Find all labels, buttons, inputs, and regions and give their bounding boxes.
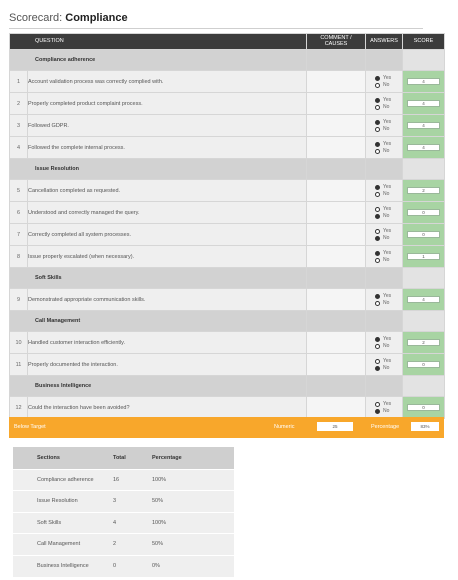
score-input[interactable]: 4 (407, 100, 440, 107)
question-row (10, 115, 445, 137)
answer-no-option[interactable] (375, 235, 402, 242)
result-status: Below Target (14, 424, 46, 430)
radio-no-icon[interactable] (375, 127, 380, 132)
answer-no-label: No (383, 300, 390, 306)
radio-no-icon[interactable] (375, 301, 380, 306)
header-comment (307, 34, 366, 50)
answer-yes-option[interactable] (375, 401, 402, 408)
section-title: Soft Skills (10, 268, 307, 289)
answer-no-label: No (383, 257, 390, 263)
section-answer-cell (366, 159, 403, 180)
answer-no-option[interactable] (375, 126, 402, 133)
answer-cell (366, 354, 403, 376)
answer-yes-label: Yes (383, 401, 392, 407)
section-answer-cell (366, 268, 403, 289)
answer-no-option[interactable] (375, 191, 402, 198)
score-cell (403, 180, 445, 202)
comment-cell[interactable] (307, 224, 366, 246)
score-input[interactable]: 2 (407, 339, 440, 346)
percentage-label: Percentage (371, 424, 400, 430)
summary-header-total: Total (113, 447, 152, 469)
question-row (10, 180, 445, 202)
answer-yes-option[interactable] (375, 250, 402, 257)
answer-no-label: No (383, 343, 390, 349)
summary-percentage: 50% (152, 491, 234, 513)
score-cell (403, 137, 445, 159)
answer-yes-option[interactable] (375, 358, 402, 365)
question-number: 1 (10, 71, 28, 93)
summary-row (13, 512, 234, 534)
summary-row (13, 534, 234, 556)
score-cell (403, 289, 445, 311)
comment-cell[interactable] (307, 246, 366, 268)
score-cell (403, 332, 445, 354)
question-text: Demonstrated appropriate communication skills. (28, 289, 307, 311)
comment-cell[interactable] (307, 289, 366, 311)
section-answer-cell (366, 50, 403, 71)
radio-no-icon[interactable] (375, 149, 380, 154)
radio-no-icon[interactable] (375, 105, 380, 110)
question-number: 12 (10, 397, 28, 419)
comment-cell[interactable] (307, 137, 366, 159)
section-title: Business Intelligence (10, 376, 307, 397)
radio-yes-icon[interactable] (375, 120, 380, 125)
question-number: 11 (10, 354, 28, 376)
answer-cell (366, 246, 403, 268)
question-row (10, 354, 445, 376)
summary-total: 3 (113, 491, 152, 513)
answer-no-label: No (383, 365, 390, 371)
radio-yes-icon[interactable] (375, 251, 380, 256)
summary-section: Business Intelligence (13, 555, 113, 577)
score-input[interactable]: 0 (407, 209, 440, 216)
answer-no-label: No (383, 126, 390, 132)
answer-no-option[interactable] (375, 365, 402, 372)
comment-cell[interactable] (307, 397, 366, 419)
section-title: Call Management (10, 311, 307, 332)
radio-yes-icon[interactable] (375, 359, 380, 364)
answer-no-label: No (383, 408, 390, 414)
percentage-value: 83% (411, 422, 439, 431)
question-text: Understood and correctly managed the query. (28, 202, 307, 224)
answer-no-option[interactable] (375, 343, 402, 350)
question-row (10, 137, 445, 159)
answer-yes-label: Yes (383, 228, 392, 234)
section-score-cell (403, 311, 445, 332)
header-comment-line2: CAUSES (324, 40, 348, 47)
answer-no-label: No (383, 191, 390, 197)
summary-header-sections: Sections (13, 447, 113, 469)
answer-cell (366, 137, 403, 159)
answer-no-option[interactable] (375, 148, 402, 155)
score-input[interactable]: 2 (407, 187, 440, 194)
page-title (9, 12, 128, 24)
score-input[interactable]: 4 (407, 144, 440, 151)
answer-yes-option[interactable] (375, 206, 402, 213)
answer-no-label: No (383, 82, 390, 88)
answer-yes-option[interactable] (375, 228, 402, 235)
question-number: 6 (10, 202, 28, 224)
summary-row (13, 555, 234, 577)
summary-table (13, 447, 234, 577)
score-input[interactable]: 4 (407, 296, 440, 303)
scorecard-card (9, 33, 444, 439)
radio-yes-icon[interactable] (375, 402, 380, 407)
answer-yes-option[interactable] (375, 97, 402, 104)
header-question: QUESTION (10, 34, 307, 50)
answer-yes-label: Yes (383, 119, 392, 125)
numeric-label: Numeric (274, 424, 295, 430)
section-title: Issue Resolution (10, 159, 307, 180)
answer-yes-option[interactable] (375, 119, 402, 126)
section-comment-cell (307, 376, 366, 397)
answer-yes-label: Yes (383, 97, 392, 103)
result-bar (9, 417, 444, 438)
answer-no-option[interactable] (375, 104, 402, 111)
answer-cell (366, 93, 403, 115)
scorecard-body (10, 50, 445, 419)
summary-body (13, 469, 234, 577)
question-number: 9 (10, 289, 28, 311)
score-cell (403, 202, 445, 224)
question-text: Properly completed product complaint process. (28, 93, 307, 115)
radio-yes-icon[interactable] (375, 76, 380, 81)
answer-cell (366, 202, 403, 224)
comment-cell[interactable] (307, 71, 366, 93)
summary-percentage: 100% (152, 469, 234, 491)
answer-yes-option[interactable] (375, 184, 402, 191)
summary-percentage: 0% (152, 555, 234, 577)
radio-no-icon[interactable] (375, 258, 380, 263)
summary-total: 2 (113, 534, 152, 556)
summary-section: Soft Skills (13, 512, 113, 534)
summary-percentage: 50% (152, 534, 234, 556)
question-text: Could the interaction have been avoided? (28, 397, 307, 419)
section-comment-cell (307, 311, 366, 332)
summary-section: Issue Resolution (13, 491, 113, 513)
question-row (10, 332, 445, 354)
answer-no-option[interactable] (375, 300, 402, 307)
scorecard-table (9, 33, 445, 419)
score-input[interactable]: 0 (407, 361, 440, 368)
answer-yes-label: Yes (383, 358, 392, 364)
answer-yes-option[interactable] (375, 75, 402, 82)
answer-no-option[interactable] (375, 408, 402, 415)
section-row (10, 159, 445, 180)
summary-total: 16 (113, 469, 152, 491)
answer-yes-option[interactable] (375, 336, 402, 343)
score-cell (403, 397, 445, 419)
section-comment-cell (307, 50, 366, 71)
answer-cell (366, 224, 403, 246)
answer-no-label: No (383, 213, 390, 219)
question-text: Account validation process was correctly complied with. (28, 71, 307, 93)
answer-yes-label: Yes (383, 206, 392, 212)
question-text: Followed the complete internal process. (28, 137, 307, 159)
radio-no-icon[interactable] (375, 236, 380, 241)
question-text: Cancellation completed as requested. (28, 180, 307, 202)
answer-cell (366, 115, 403, 137)
question-text: Correctly completed all system processes. (28, 224, 307, 246)
question-text: Handled customer interaction efficiently. (28, 332, 307, 354)
score-cell (403, 71, 445, 93)
question-number: 3 (10, 115, 28, 137)
radio-yes-icon[interactable] (375, 185, 380, 190)
answer-no-label: No (383, 148, 390, 154)
radio-yes-icon[interactable] (375, 207, 380, 212)
numeric-value: 25 (317, 422, 353, 431)
score-cell (403, 115, 445, 137)
comment-cell[interactable] (307, 115, 366, 137)
question-text: Followed GDPR. (28, 115, 307, 137)
comment-cell[interactable] (307, 180, 366, 202)
question-row (10, 246, 445, 268)
answer-yes-label: Yes (383, 184, 392, 190)
score-cell (403, 354, 445, 376)
radio-no-icon[interactable] (375, 409, 380, 414)
comment-cell[interactable] (307, 354, 366, 376)
answer-yes-option[interactable] (375, 293, 402, 300)
answer-yes-label: Yes (383, 141, 392, 147)
radio-yes-icon[interactable] (375, 229, 380, 234)
section-row (10, 376, 445, 397)
radio-no-icon[interactable] (375, 366, 380, 371)
section-score-cell (403, 268, 445, 289)
section-comment-cell (307, 159, 366, 180)
answer-cell (366, 71, 403, 93)
answer-cell (366, 332, 403, 354)
header-comment-line1: COMMENT / (320, 35, 352, 41)
score-cell (403, 93, 445, 115)
section-row (10, 50, 445, 71)
answer-yes-label: Yes (383, 293, 392, 299)
radio-yes-icon[interactable] (375, 98, 380, 103)
summary-header-row (13, 447, 234, 469)
section-comment-cell (307, 268, 366, 289)
score-input[interactable]: 0 (407, 231, 440, 238)
comment-cell[interactable] (307, 93, 366, 115)
score-input[interactable]: 1 (407, 253, 440, 260)
question-row (10, 289, 445, 311)
question-number: 10 (10, 332, 28, 354)
header-score: SCORE (403, 34, 445, 50)
radio-no-icon[interactable] (375, 83, 380, 88)
score-cell (403, 224, 445, 246)
score-input[interactable]: 0 (407, 404, 440, 411)
score-input[interactable]: 4 (407, 78, 440, 85)
section-row (10, 311, 445, 332)
score-cell (403, 246, 445, 268)
answer-yes-label: Yes (383, 336, 392, 342)
summary-percentage: 100% (152, 512, 234, 534)
header-row (10, 34, 445, 50)
summary-section: Call Management (13, 534, 113, 556)
answer-no-option[interactable] (375, 82, 402, 89)
section-score-cell (403, 50, 445, 71)
answer-no-label: No (383, 104, 390, 110)
answer-cell (366, 397, 403, 419)
summary-row (13, 491, 234, 513)
question-number: 7 (10, 224, 28, 246)
answer-cell (366, 289, 403, 311)
summary-header-percentage: Percentage (152, 447, 234, 469)
radio-yes-icon[interactable] (375, 337, 380, 342)
summary-total: 4 (113, 512, 152, 534)
score-input[interactable]: 4 (407, 122, 440, 129)
radio-no-icon[interactable] (375, 192, 380, 197)
answer-yes-label: Yes (383, 75, 392, 81)
header-answers: ANSWERS (366, 34, 403, 50)
section-answer-cell (366, 311, 403, 332)
comment-cell[interactable] (307, 332, 366, 354)
radio-no-icon[interactable] (375, 344, 380, 349)
comment-cell[interactable] (307, 202, 366, 224)
question-text: Properly documented the interaction. (28, 354, 307, 376)
question-row (10, 224, 445, 246)
title-divider (9, 28, 423, 29)
title-name: Compliance (65, 12, 128, 24)
title-prefix: Scorecard: (9, 12, 66, 24)
section-row (10, 268, 445, 289)
question-number: 2 (10, 93, 28, 115)
summary-row (13, 469, 234, 491)
question-row (10, 71, 445, 93)
question-text: Issue properly escalated (when necessary). (28, 246, 307, 268)
question-number: 4 (10, 137, 28, 159)
answer-yes-label: Yes (383, 250, 392, 256)
radio-yes-icon[interactable] (375, 142, 380, 147)
section-answer-cell (366, 376, 403, 397)
summary-total: 0 (113, 555, 152, 577)
section-score-cell (403, 376, 445, 397)
question-row (10, 93, 445, 115)
question-number: 5 (10, 180, 28, 202)
summary-section: Compliance adherence (13, 469, 113, 491)
radio-yes-icon[interactable] (375, 294, 380, 299)
answer-yes-option[interactable] (375, 141, 402, 148)
radio-no-icon[interactable] (375, 214, 380, 219)
answer-no-label: No (383, 235, 390, 241)
answer-cell (366, 180, 403, 202)
answer-no-option[interactable] (375, 213, 402, 220)
question-row (10, 202, 445, 224)
answer-no-option[interactable] (375, 257, 402, 264)
section-title: Compliance adherence (10, 50, 307, 71)
question-row (10, 397, 445, 419)
section-score-cell (403, 159, 445, 180)
question-number: 8 (10, 246, 28, 268)
